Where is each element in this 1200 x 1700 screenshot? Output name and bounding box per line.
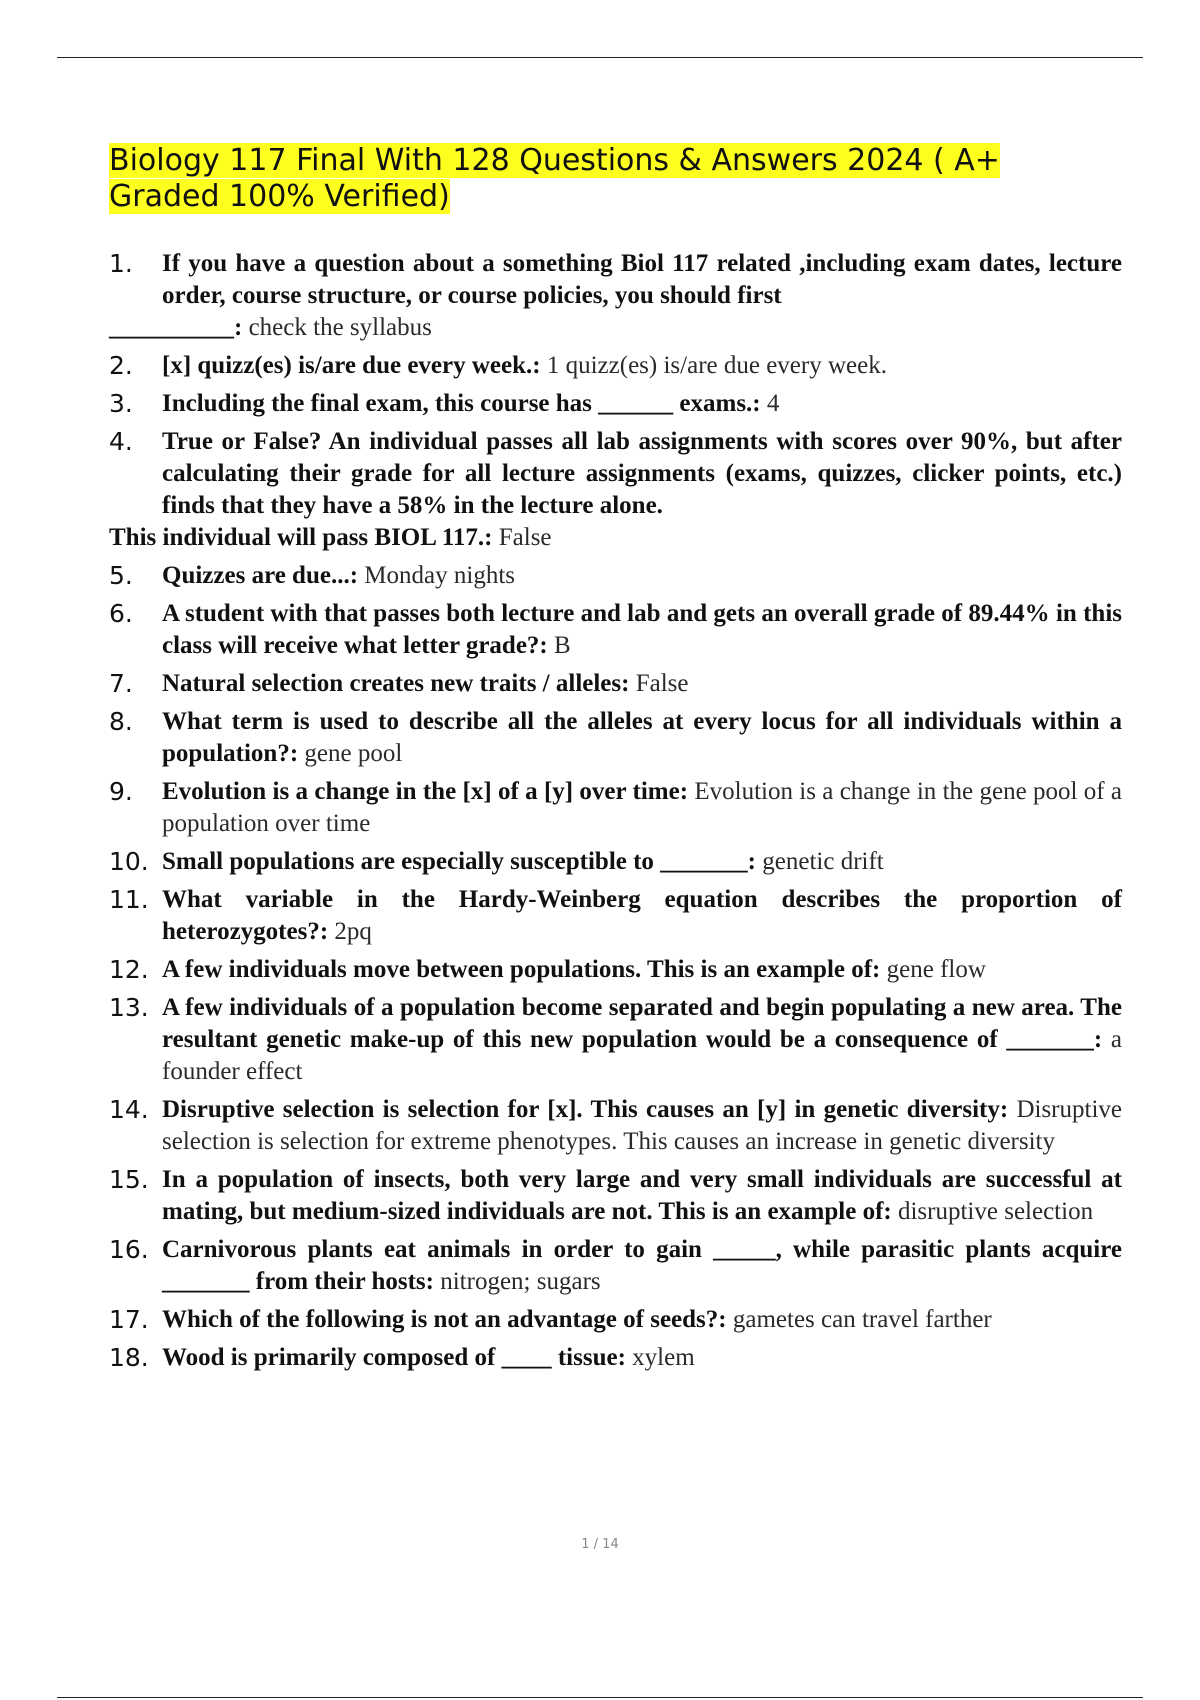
question-item-4 — [109, 426, 1122, 554]
question-number: 4. — [109, 427, 133, 456]
question-list — [109, 248, 1122, 1380]
question-item-1 — [109, 248, 1122, 344]
answer-text: gene pool — [298, 740, 403, 767]
bottom-rule — [57, 1697, 1143, 1698]
question-number: 17. — [109, 1305, 149, 1334]
question-item-17 — [109, 1304, 1122, 1336]
answer-text: xylem — [625, 1344, 695, 1371]
page-counter: 1 / 14 — [581, 1537, 619, 1552]
page-title — [109, 143, 1119, 215]
answer-text: 2pq — [328, 918, 372, 945]
answer-text: disruptive selection — [891, 1198, 1094, 1225]
question-item-12 — [109, 954, 1122, 986]
question-number: 7. — [109, 669, 133, 698]
answer-text: 1 quizz(es) is/are due every week. — [540, 352, 887, 379]
question-number: 9. — [109, 777, 133, 806]
question-number: 12. — [109, 955, 149, 984]
question-text: Natural selection creates new traits / alleles: — [162, 670, 630, 697]
question-text: Disruptive selection is selection for [x]. This causes an [y] in genetic diversity: — [162, 1096, 1009, 1123]
question-text: Which of the following is not an advantage of seeds?: — [162, 1306, 727, 1333]
question-continuation: This individual will pass BIOL 117.: — [109, 524, 493, 551]
question-number: 14. — [109, 1095, 149, 1124]
question-item-5 — [109, 560, 1122, 592]
question-text: Including the final exam, this course has ______ exams.: — [162, 390, 761, 417]
question-number: 5. — [109, 561, 133, 590]
question-item-11 — [109, 884, 1122, 948]
question-text: What term is used to describe all the alleles at every locus for all individuals within a population?: — [162, 708, 1122, 767]
answer-blank: __________: — [109, 314, 243, 341]
question-number: 6. — [109, 599, 133, 628]
answer-text: gametes can travel farther — [726, 1306, 992, 1333]
top-rule — [57, 57, 1143, 58]
answer-text: Disruptive selection is selection for extreme phenotypes. This causes an increase in genetic diversity — [162, 1096, 1122, 1155]
page-title-text: Biology 117 Final With 128 Questions & Answers 2024 ( A+ Graded 100% Verified) — [109, 143, 1000, 214]
question-item-14 — [109, 1094, 1122, 1158]
question-item-2 — [109, 350, 1122, 382]
question-text: Quizzes are due...: — [162, 562, 359, 589]
question-text: A few individuals move between populations. This is an example of: — [162, 956, 881, 983]
question-text: A few individuals of a population become separated and begin populating a new area. The resultant genetic make-up of this new population would be a consequence of _______: — [162, 994, 1122, 1053]
question-number: 3. — [109, 389, 133, 418]
answer-text: Monday nights — [358, 562, 515, 589]
question-item-15 — [109, 1164, 1122, 1228]
question-text: What variable in the Hardy-Weinberg equation describes the proportion of heterozygotes?: — [162, 886, 1122, 945]
question-text: Carnivorous plants eat animals in order to gain _____, while parasitic plants acquire _______ from their hosts: — [162, 1236, 1122, 1295]
question-item-10 — [109, 846, 1122, 878]
question-item-9 — [109, 776, 1122, 840]
question-item-18 — [109, 1342, 1122, 1374]
answer-text: False — [492, 524, 552, 551]
answer-text: 4 — [760, 390, 780, 417]
question-number: 1. — [109, 249, 133, 278]
answer-text: Evolution is a change in the gene pool of a population over time — [162, 778, 1123, 837]
question-number: 13. — [109, 993, 149, 1022]
question-number: 16. — [109, 1235, 149, 1264]
question-number: 18. — [109, 1343, 149, 1372]
answer-text: nitrogen; sugars — [433, 1268, 601, 1295]
question-text: A student with that passes both lecture and lab and gets an overall grade of 89.44% in this class will receive what letter grade?: — [162, 600, 1122, 659]
answer-text: B — [547, 632, 571, 659]
question-number: 8. — [109, 707, 133, 736]
answer-text: gene flow — [880, 956, 986, 983]
question-number: 2. — [109, 351, 133, 380]
question-item-8 — [109, 706, 1122, 770]
question-text: Evolution is a change in the [x] of a [y] over time: — [162, 778, 689, 805]
answer-text: genetic drift — [756, 848, 884, 875]
question-number: 11. — [109, 885, 149, 914]
question-text: Wood is primarily composed of ____ tissue: — [162, 1344, 626, 1371]
question-text: Small populations are especially susceptible to _______: — [162, 848, 757, 875]
question-item-6 — [109, 598, 1122, 662]
question-item-3 — [109, 388, 1122, 420]
answer-text: False — [629, 670, 689, 697]
question-text: In a population of insects, both very large and very small individuals are successful at mating, but medium-sized individuals are not. This is an example of: — [162, 1166, 1122, 1225]
answer-text: check the syllabus — [242, 314, 432, 341]
answer-text: a founder effect — [162, 1026, 1122, 1085]
question-item-13 — [109, 992, 1122, 1088]
question-number: 15. — [109, 1165, 149, 1194]
question-text: If you have a question about a something Biol 117 related ,including exam dates, lecture order, course structure, or course policies, you should first — [162, 250, 1122, 309]
question-text: True or False? An individual passes all lab assignments with scores over 90%, but after calculating their grade for all lecture assignments (exams, quizzes, clicker points, etc.) finds that they have a 58% in the lecture alone. — [162, 428, 1122, 519]
question-text: [x] quizz(es) is/are due every week.: — [162, 352, 541, 379]
question-number: 10. — [109, 847, 149, 876]
question-item-16 — [109, 1234, 1122, 1298]
question-item-7 — [109, 668, 1122, 700]
